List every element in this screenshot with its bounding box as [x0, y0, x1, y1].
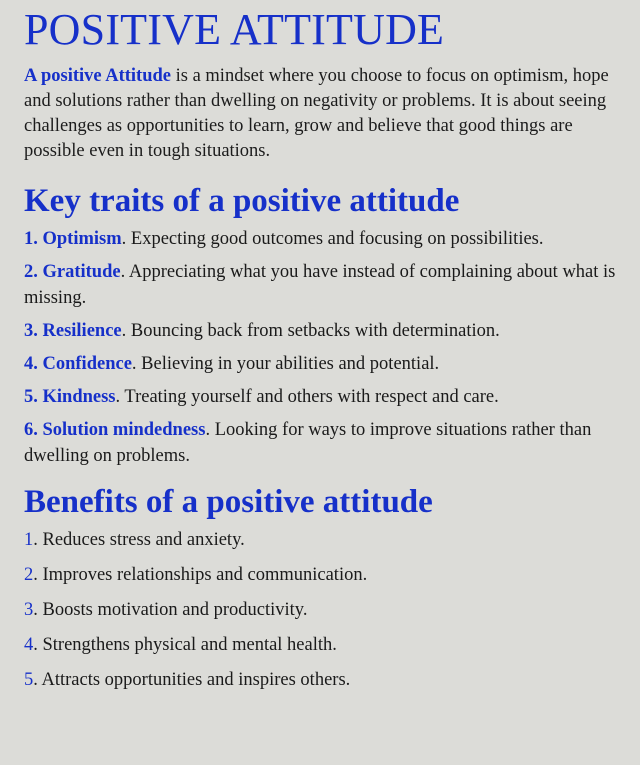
trait-number: 4. — [24, 354, 43, 374]
benefit-text: . Boosts motivation and productivity. — [33, 600, 308, 620]
trait-number: 3. — [24, 321, 43, 341]
benefit-text: . Improves relationships and communication. — [33, 565, 368, 585]
trait-number: 5. — [24, 387, 43, 407]
traits-list — [24, 226, 616, 469]
benefits-list — [24, 527, 616, 693]
trait-description: . Bouncing back from setbacks with determination. — [121, 321, 500, 341]
trait-name: Solution mindedness — [42, 420, 206, 440]
intro-paragraph — [24, 64, 616, 164]
trait-name: Kindness — [42, 387, 116, 407]
intro-text: is a mindset where you choose to focus on optimism, hope and solutions rather than dwelling on negativity or problems. It is about seeing challenges as opportunities to learn, grow and believe that good things are possible even in tough situations. — [24, 66, 609, 161]
benefits-heading: Benefits of a positive attitude — [24, 484, 433, 520]
trait-item-gratitude — [24, 259, 616, 311]
trait-name: Gratitude — [42, 262, 121, 282]
trait-number: 2. — [24, 262, 43, 282]
trait-number: 1. — [24, 229, 43, 249]
benefit-text: . Strengthens physical and mental health. — [33, 635, 337, 655]
trait-description: . Looking for ways to improve situations rather than dwelling on problems. — [24, 420, 592, 466]
benefit-item — [24, 667, 616, 693]
benefit-text: . Attracts opportunities and inspires others. — [33, 670, 351, 690]
benefit-number: 4 — [24, 635, 34, 655]
benefit-item — [24, 562, 616, 588]
page-title: POSITIVE ATTITUDE — [24, 5, 445, 54]
benefit-number: 5 — [24, 670, 34, 690]
intro-term: A positive Attitude — [24, 66, 171, 86]
trait-number: 6. — [24, 420, 43, 440]
benefit-number: 3 — [24, 600, 34, 620]
trait-item-optimism — [24, 226, 616, 252]
trait-description: . Appreciating what you have instead of complaining about what is missing. — [24, 262, 616, 308]
benefit-item — [24, 632, 616, 658]
benefit-text: . Reduces stress and anxiety. — [33, 530, 245, 550]
trait-item-solution-mindedness — [24, 417, 616, 469]
traits-heading: Key traits of a positive attitude — [24, 183, 460, 219]
trait-name: Confidence — [42, 354, 132, 374]
benefit-number: 1 — [24, 530, 34, 550]
trait-item-confidence — [24, 351, 616, 377]
benefit-item — [24, 527, 616, 553]
trait-name: Optimism — [42, 229, 122, 249]
trait-description: . Believing in your abilities and potential. — [131, 354, 440, 374]
trait-description: . Treating yourself and others with respect and care. — [115, 387, 499, 407]
benefit-item — [24, 597, 616, 623]
trait-item-kindness — [24, 384, 616, 410]
trait-description: . Expecting good outcomes and focusing on possibilities. — [121, 229, 544, 249]
benefit-number: 2 — [24, 565, 34, 585]
trait-name: Resilience — [42, 321, 122, 341]
trait-item-resilience — [24, 318, 616, 344]
